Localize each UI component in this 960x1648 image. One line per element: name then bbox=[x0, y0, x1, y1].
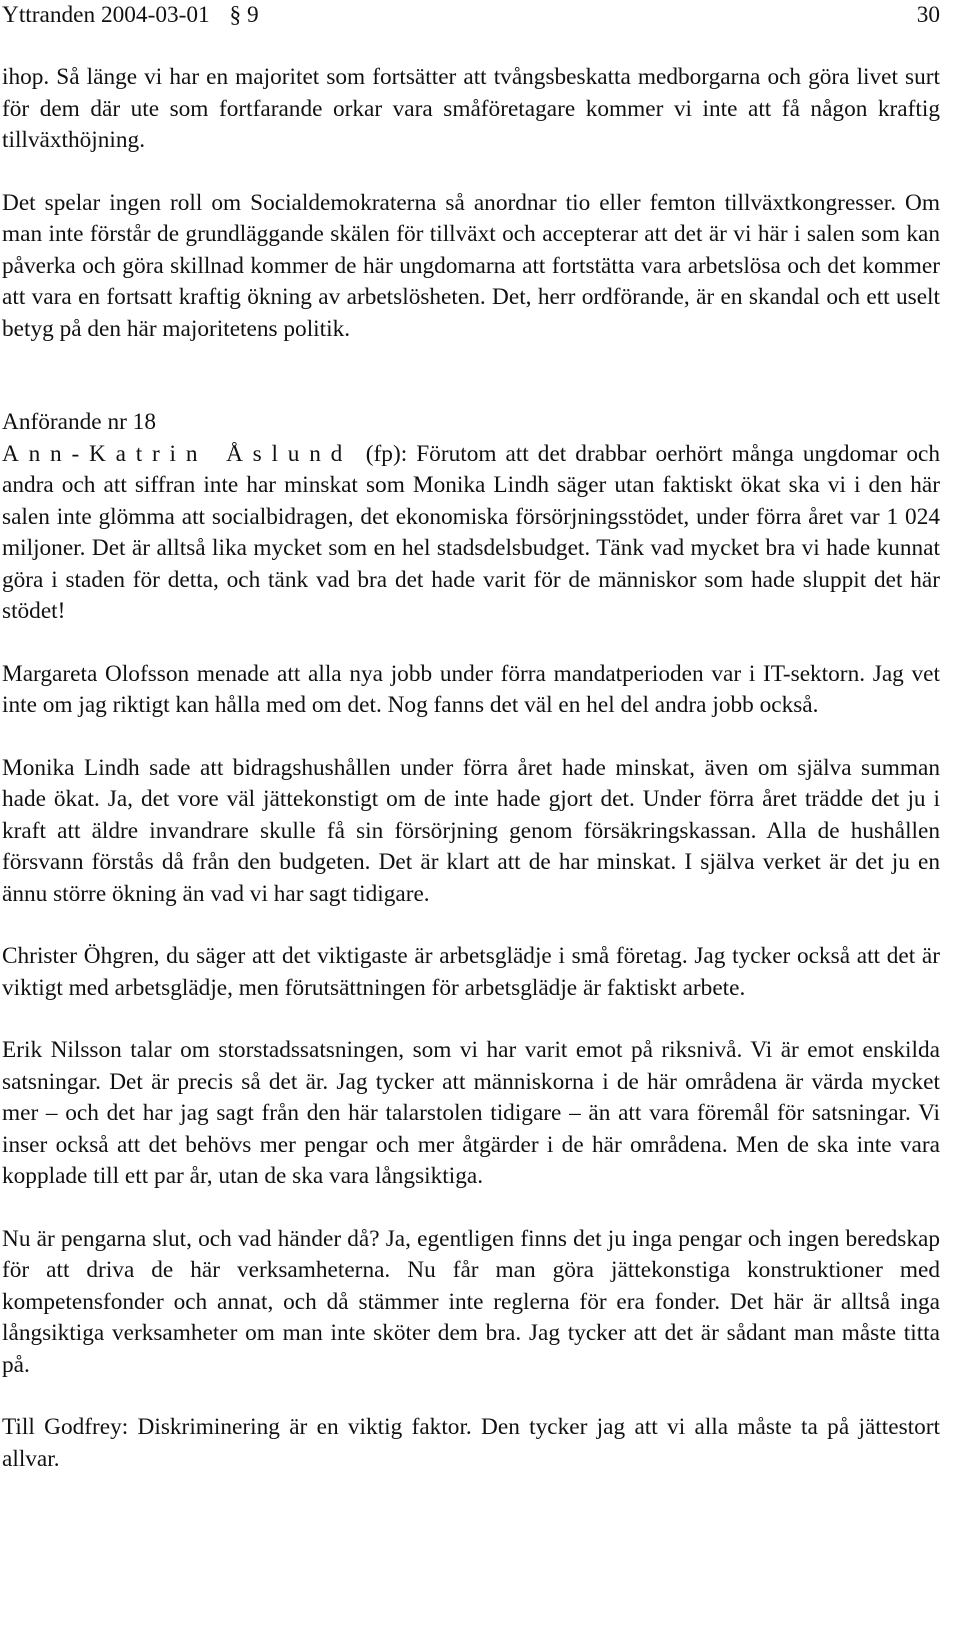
paragraph: Erik Nilsson talar om storstadssatsningen, som vi har varit emot på riksnivå. Vi är emot enskilda satsningar. Det är precis så det är. Jag tycker att människorna i de här områdena är värda mycket mer – och det har jag sagt från den här talarstolen tidigare – än att vara föremål för satsningar. Vi inser också att det behövs mer pengar och mer åtgärder i de här områdena. Men de ska inte vara kopplade till ett par år, utan de ska vara långsiktiga. bbox=[2, 1037, 940, 1189]
paragraph: Det spelar ingen roll om Socialdemokraterna så anordnar tio eller femton tillväxtkongresser. Om man inte förstår de grundläggande skälen för tillväxt och accepterar att det är vi här i salen som kan påverka och göra skillnad kommer de här ungdomarna att fortstätta vara arbetslösa och det kommer att vara en fortsatt kraftig ökning av arbetslösheten. Det, herr ordförande, är en skandal och ett uselt betyg på den här majoritetens politik. bbox=[2, 189, 940, 342]
speech-heading: Anförande nr 18 bbox=[2, 409, 156, 435]
header-section: § 9 bbox=[229, 2, 259, 28]
speaker-name: Ann-Katrin Åslund bbox=[2, 440, 353, 467]
speaker-party: (fp): bbox=[365, 440, 408, 467]
paragraph: Margareta Olofsson menade att alla nya jobb under förra mandatperioden var i IT-sektorn. Jag vet inte om jag riktigt kan hålla med om det. Nog fanns det väl en hel del andra jobb också. bbox=[2, 660, 940, 718]
paragraph: Till Godfrey: Diskriminering är en viktig faktor. Den tycker jag att vi alla måste ta på jättestort allvar. bbox=[2, 1414, 940, 1472]
speech-opening-text: Förutom att det drabbar oerhört många ungdomar och andra och att siffran inte har minskat som Monika Lindh säger utan faktiskt ökat ska vi i den här salen inte glömma att socialbidragen, det ekonomiska försörjningsstödet, under förra året var 1 024 miljoner. Det är alltså lika mycket som en hel stadsdelsbudget. Tänk vad mycket bra vi hade kunnat göra i staden för detta, och tänk vad bra det hade varit för de människor som hade sluppit det här stödet! bbox=[2, 440, 941, 624]
document-body bbox=[2, 62, 940, 1475]
paragraph: Nu är pengarna slut, och vad händer då? Ja, egentligen finns det ju inga pengar och ingen beredskap för att driva de här verksamheterna. Nu får man göra jättekonstiga konstruktioner med kompetensfonder och annat, och då stämmer inte reglerna för era fonder. Det här är alltså inga långsiktiga verksamheter om man inte sköter dem bra. Jag tycker att det är sådant man måste titta på. bbox=[2, 1225, 940, 1378]
paragraph: ihop. Så länge vi har en majoritet som fortsätter att tvångsbeskatta medborgarna och göra livet surt för dem där ute som fortfarande orkar vara småföretagare kommer vi inte att få någon kraftig tillväxthöjning. bbox=[2, 64, 940, 153]
page-header bbox=[2, 0, 940, 32]
speech-opening-paragraph bbox=[2, 439, 940, 628]
header-date: Yttranden 2004-03-01 bbox=[2, 2, 210, 28]
paragraph: Christer Öhgren, du säger att det viktigaste är arbetsglädje i små företag. Jag tycker också att det är viktigt med arbetsglädje, men förutsättningen för arbetsglädje är faktiskt arbete. bbox=[2, 943, 940, 1001]
paragraph: Monika Lindh sade att bidragshushållen under förra året hade minskat, även om själva summan hade ökat. Ja, det vore väl jättekonstigt om de inte hade gjort det. Under förra året trädde det ju i kraft att äldre invandrare skulle få sin försörjning genom försäkringskassan. Alla de hushållen försvann förstås då från den budgeten. Det är klart att de har minskat. I själva verket är det ju en ännu större ökning än vad vi har sagt tidigare. bbox=[2, 754, 940, 907]
page-number: 30 bbox=[916, 2, 940, 28]
